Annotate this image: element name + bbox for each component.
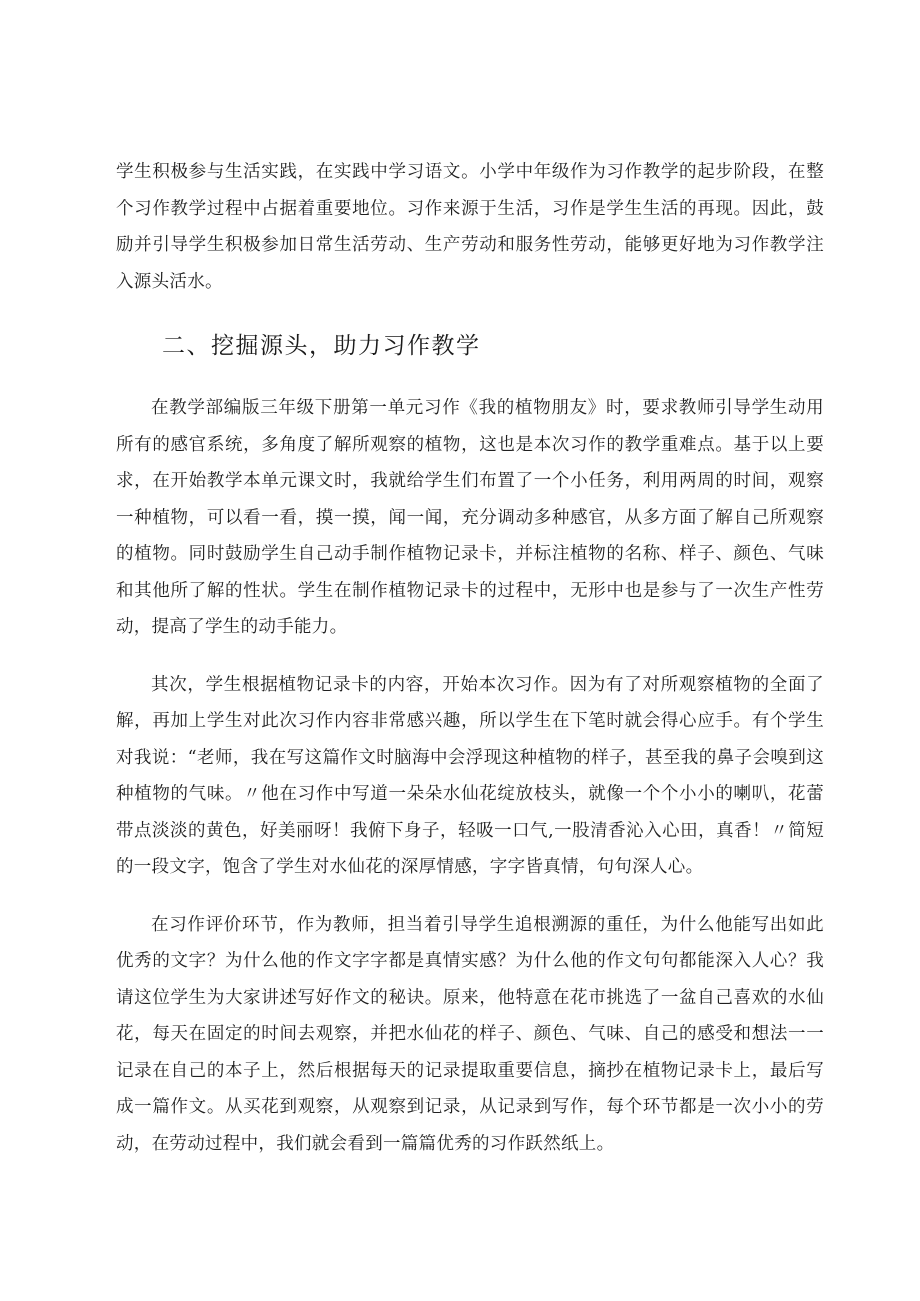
body-paragraph-3: 在习作评价环节，作为教师，担当着引导学生追根溯源的重任，为什么他能写出如此优秀的文字？为什么他的作文字字都是真情实感？为什么他的作文句句都能深入人心？我请这位学生为大家讲述写好作文的秘诀。原来，他特意在花市挑选了一盆自己喜欢的水仙花，每天在固定的时间去观察，并把水仙花的样子、颜色、气味、自己的感受和想法一一记录在自己的本子上，然后根据每天的记录提取重要信息，摘抄在植物记录卡上，最后写成一篇作文。从买花到观察，从观察到记录，从记录到写作，每个环节都是一次小小的劳动，在劳动过程中，我们就会看到一篇篇优秀的习作跃然纸上。: [116, 914, 824, 1154]
section-heading: 二、挖掘源头，助力习作教学: [162, 333, 481, 359]
intro-paragraph: 学生积极参与生活实践，在实践中学习语文。小学中年级作为习作教学的起步阶段，在整个习作教学过程中占据着重要地位。习作来源于生活，习作是学生生活的再现。因此，鼓励并引导学生积极参加日常生活劳动、生产劳动和服务性劳动，能够更好地为习作教学注入源头活水。: [116, 162, 824, 292]
body-paragraph-1: 在教学部编版三年级下册第一单元习作《我的植物朋友》时，要求教师引导学生动用所有的感官系统，多角度了解所观察的植物，这也是本次习作的教学重难点。基于以上要求，在开始教学本单元课文时，我就给学生们布置了一个小任务，利用两周的时间，观察一种植物，可以看一看，摸一摸，闻一闻，充分调动多种感官，从多方面了解自己所观察的植物。同时鼓励学生自己动手制作植物记录卡，并标注植物的名称、样子、颜色、气味和其他所了解的性状。学生在制作植物记录卡的过程中，无形中也是参与了一次生产性劳动，提高了学生的动手能力。: [116, 398, 824, 637]
document-body: [116, 154, 824, 1162]
body-paragraph-2: 其次，学生根据植物记录卡的内容，开始本次习作。因为有了对所观察植物的全面了解，再加上学生对此次习作内容非常感兴趣，所以学生在下笔时就会得心应手。有个学生对我说：“老师，我在写这篇作文时脑海中会浮现这种植物的样子，甚至我的鼻子会嗅到这种植物的气味。〃他在习作中写道一朵朵水仙花绽放枝头，就像一个个小小的喇叭，花蕾带点淡淡的黄色，好美丽呀！我俯下身子，轻吸一口气,一股清香沁入心田，真香！〃简短的一段文字，饱含了学生对水仙花的深厚情感，字字皆真情，句句深人心。: [116, 674, 824, 877]
